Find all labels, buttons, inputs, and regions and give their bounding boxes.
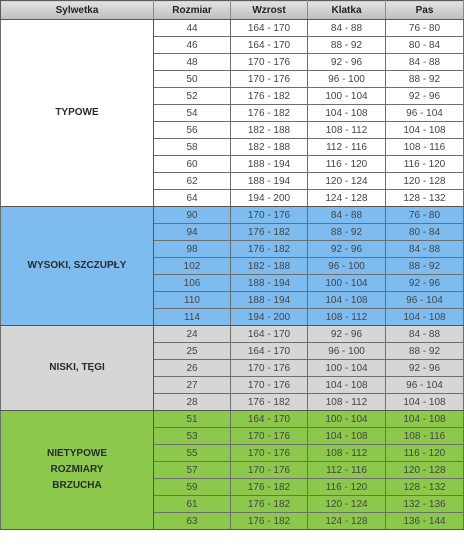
cell-klatka: 116 - 120 [308, 156, 386, 173]
group-label-line: NIETYPOWE [46, 448, 107, 459]
cell-pas: 84 - 88 [386, 54, 464, 71]
cell-klatka: 104 - 108 [308, 428, 386, 445]
cell-klatka: 96 - 100 [308, 71, 386, 88]
group-label: WYSOKI, SZCZUPŁY [1, 207, 154, 326]
cell-pas: 116 - 120 [386, 156, 464, 173]
cell-rozmiar: 90 [154, 207, 231, 224]
table-row [1, 20, 464, 37]
cell-pas: 116 - 120 [386, 445, 464, 462]
table-row [1, 326, 464, 343]
cell-wzrost: 176 - 182 [231, 479, 308, 496]
cell-pas: 88 - 92 [386, 343, 464, 360]
cell-rozmiar: 25 [154, 343, 231, 360]
cell-pas: 92 - 96 [386, 275, 464, 292]
cell-rozmiar: 94 [154, 224, 231, 241]
cell-klatka: 100 - 104 [308, 275, 386, 292]
cell-klatka: 120 - 124 [308, 173, 386, 190]
cell-rozmiar: 44 [154, 20, 231, 37]
cell-rozmiar: 110 [154, 292, 231, 309]
cell-wzrost: 170 - 176 [231, 445, 308, 462]
cell-wzrost: 188 - 194 [231, 173, 308, 190]
cell-wzrost: 182 - 188 [231, 258, 308, 275]
table-row [1, 207, 464, 224]
cell-wzrost: 170 - 176 [231, 71, 308, 88]
group-label [1, 411, 154, 530]
cell-wzrost: 188 - 194 [231, 156, 308, 173]
header-sylwetka: Sylwetka [1, 1, 154, 20]
cell-pas: 108 - 116 [386, 139, 464, 156]
cell-wzrost: 170 - 176 [231, 360, 308, 377]
cell-klatka: 104 - 108 [308, 292, 386, 309]
cell-wzrost: 194 - 200 [231, 190, 308, 207]
cell-wzrost: 170 - 176 [231, 207, 308, 224]
cell-klatka: 100 - 104 [308, 88, 386, 105]
cell-wzrost: 194 - 200 [231, 309, 308, 326]
cell-rozmiar: 56 [154, 122, 231, 139]
cell-klatka: 112 - 116 [308, 139, 386, 156]
cell-pas: 96 - 104 [386, 377, 464, 394]
cell-klatka: 96 - 100 [308, 258, 386, 275]
cell-klatka: 112 - 116 [308, 462, 386, 479]
cell-pas: 80 - 84 [386, 37, 464, 54]
cell-klatka: 104 - 108 [308, 377, 386, 394]
cell-klatka: 100 - 104 [308, 360, 386, 377]
group-label-line: ROZMIARY [50, 464, 104, 475]
cell-wzrost: 170 - 176 [231, 377, 308, 394]
cell-wzrost: 176 - 182 [231, 105, 308, 122]
cell-wzrost: 176 - 182 [231, 88, 308, 105]
cell-pas: 104 - 108 [386, 122, 464, 139]
header-wzrost: Wzrost [231, 1, 308, 20]
cell-rozmiar: 55 [154, 445, 231, 462]
cell-pas: 88 - 92 [386, 71, 464, 88]
cell-pas: 96 - 104 [386, 105, 464, 122]
cell-rozmiar: 53 [154, 428, 231, 445]
cell-rozmiar: 59 [154, 479, 231, 496]
cell-klatka: 124 - 128 [308, 190, 386, 207]
cell-wzrost: 176 - 182 [231, 513, 308, 530]
cell-pas: 96 - 104 [386, 292, 464, 309]
cell-klatka: 108 - 112 [308, 394, 386, 411]
cell-wzrost: 188 - 194 [231, 292, 308, 309]
cell-rozmiar: 106 [154, 275, 231, 292]
cell-wzrost: 182 - 188 [231, 139, 308, 156]
cell-pas: 104 - 108 [386, 411, 464, 428]
cell-rozmiar: 57 [154, 462, 231, 479]
cell-wzrost: 170 - 176 [231, 462, 308, 479]
cell-pas: 76 - 80 [386, 207, 464, 224]
cell-wzrost: 164 - 170 [231, 411, 308, 428]
header-row [1, 1, 464, 20]
cell-rozmiar: 54 [154, 105, 231, 122]
cell-pas: 132 - 136 [386, 496, 464, 513]
cell-klatka: 88 - 92 [308, 37, 386, 54]
cell-pas: 80 - 84 [386, 224, 464, 241]
cell-klatka: 108 - 112 [308, 445, 386, 462]
header-pas: Pas [386, 1, 464, 20]
cell-pas: 120 - 128 [386, 173, 464, 190]
cell-rozmiar: 61 [154, 496, 231, 513]
cell-wzrost: 176 - 182 [231, 224, 308, 241]
cell-wzrost: 176 - 182 [231, 394, 308, 411]
cell-pas: 108 - 116 [386, 428, 464, 445]
cell-rozmiar: 28 [154, 394, 231, 411]
cell-wzrost: 164 - 170 [231, 326, 308, 343]
cell-rozmiar: 24 [154, 326, 231, 343]
cell-pas: 128 - 132 [386, 479, 464, 496]
cell-pas: 92 - 96 [386, 88, 464, 105]
cell-rozmiar: 51 [154, 411, 231, 428]
cell-klatka: 116 - 120 [308, 479, 386, 496]
cell-rozmiar: 50 [154, 71, 231, 88]
cell-rozmiar: 98 [154, 241, 231, 258]
table-row [1, 411, 464, 428]
cell-klatka: 120 - 124 [308, 496, 386, 513]
cell-wzrost: 170 - 176 [231, 54, 308, 71]
cell-klatka: 100 - 104 [308, 411, 386, 428]
cell-wzrost: 164 - 170 [231, 343, 308, 360]
cell-pas: 84 - 88 [386, 326, 464, 343]
cell-rozmiar: 64 [154, 190, 231, 207]
cell-rozmiar: 63 [154, 513, 231, 530]
group-label-line: BRZUCHA [52, 480, 102, 491]
cell-wzrost: 182 - 188 [231, 122, 308, 139]
cell-rozmiar: 114 [154, 309, 231, 326]
header-rozmiar: Rozmiar [154, 1, 231, 20]
cell-klatka: 84 - 88 [308, 20, 386, 37]
cell-wzrost: 170 - 176 [231, 428, 308, 445]
cell-pas: 84 - 88 [386, 241, 464, 258]
cell-pas: 136 - 144 [386, 513, 464, 530]
cell-wzrost: 164 - 170 [231, 37, 308, 54]
cell-rozmiar: 58 [154, 139, 231, 156]
cell-rozmiar: 27 [154, 377, 231, 394]
cell-rozmiar: 46 [154, 37, 231, 54]
cell-pas: 92 - 96 [386, 360, 464, 377]
cell-klatka: 108 - 112 [308, 309, 386, 326]
cell-pas: 104 - 108 [386, 394, 464, 411]
cell-rozmiar: 102 [154, 258, 231, 275]
header-klatka: Klatka [308, 1, 386, 20]
cell-wzrost: 164 - 170 [231, 20, 308, 37]
cell-pas: 76 - 80 [386, 20, 464, 37]
cell-klatka: 84 - 88 [308, 207, 386, 224]
cell-klatka: 88 - 92 [308, 224, 386, 241]
cell-klatka: 108 - 112 [308, 122, 386, 139]
cell-rozmiar: 62 [154, 173, 231, 190]
cell-klatka: 124 - 128 [308, 513, 386, 530]
cell-klatka: 92 - 96 [308, 326, 386, 343]
cell-wzrost: 176 - 182 [231, 241, 308, 258]
table-body [1, 20, 464, 530]
cell-klatka: 104 - 108 [308, 105, 386, 122]
cell-wzrost: 176 - 182 [231, 496, 308, 513]
cell-pas: 128 - 132 [386, 190, 464, 207]
cell-klatka: 92 - 96 [308, 241, 386, 258]
cell-rozmiar: 26 [154, 360, 231, 377]
cell-rozmiar: 52 [154, 88, 231, 105]
group-label: TYPOWE [1, 20, 154, 207]
cell-rozmiar: 48 [154, 54, 231, 71]
cell-wzrost: 188 - 194 [231, 275, 308, 292]
group-label: NISKI, TĘGI [1, 326, 154, 411]
cell-pas: 104 - 108 [386, 309, 464, 326]
cell-klatka: 92 - 96 [308, 54, 386, 71]
cell-rozmiar: 60 [154, 156, 231, 173]
cell-pas: 120 - 128 [386, 462, 464, 479]
cell-klatka: 96 - 100 [308, 343, 386, 360]
cell-pas: 88 - 92 [386, 258, 464, 275]
